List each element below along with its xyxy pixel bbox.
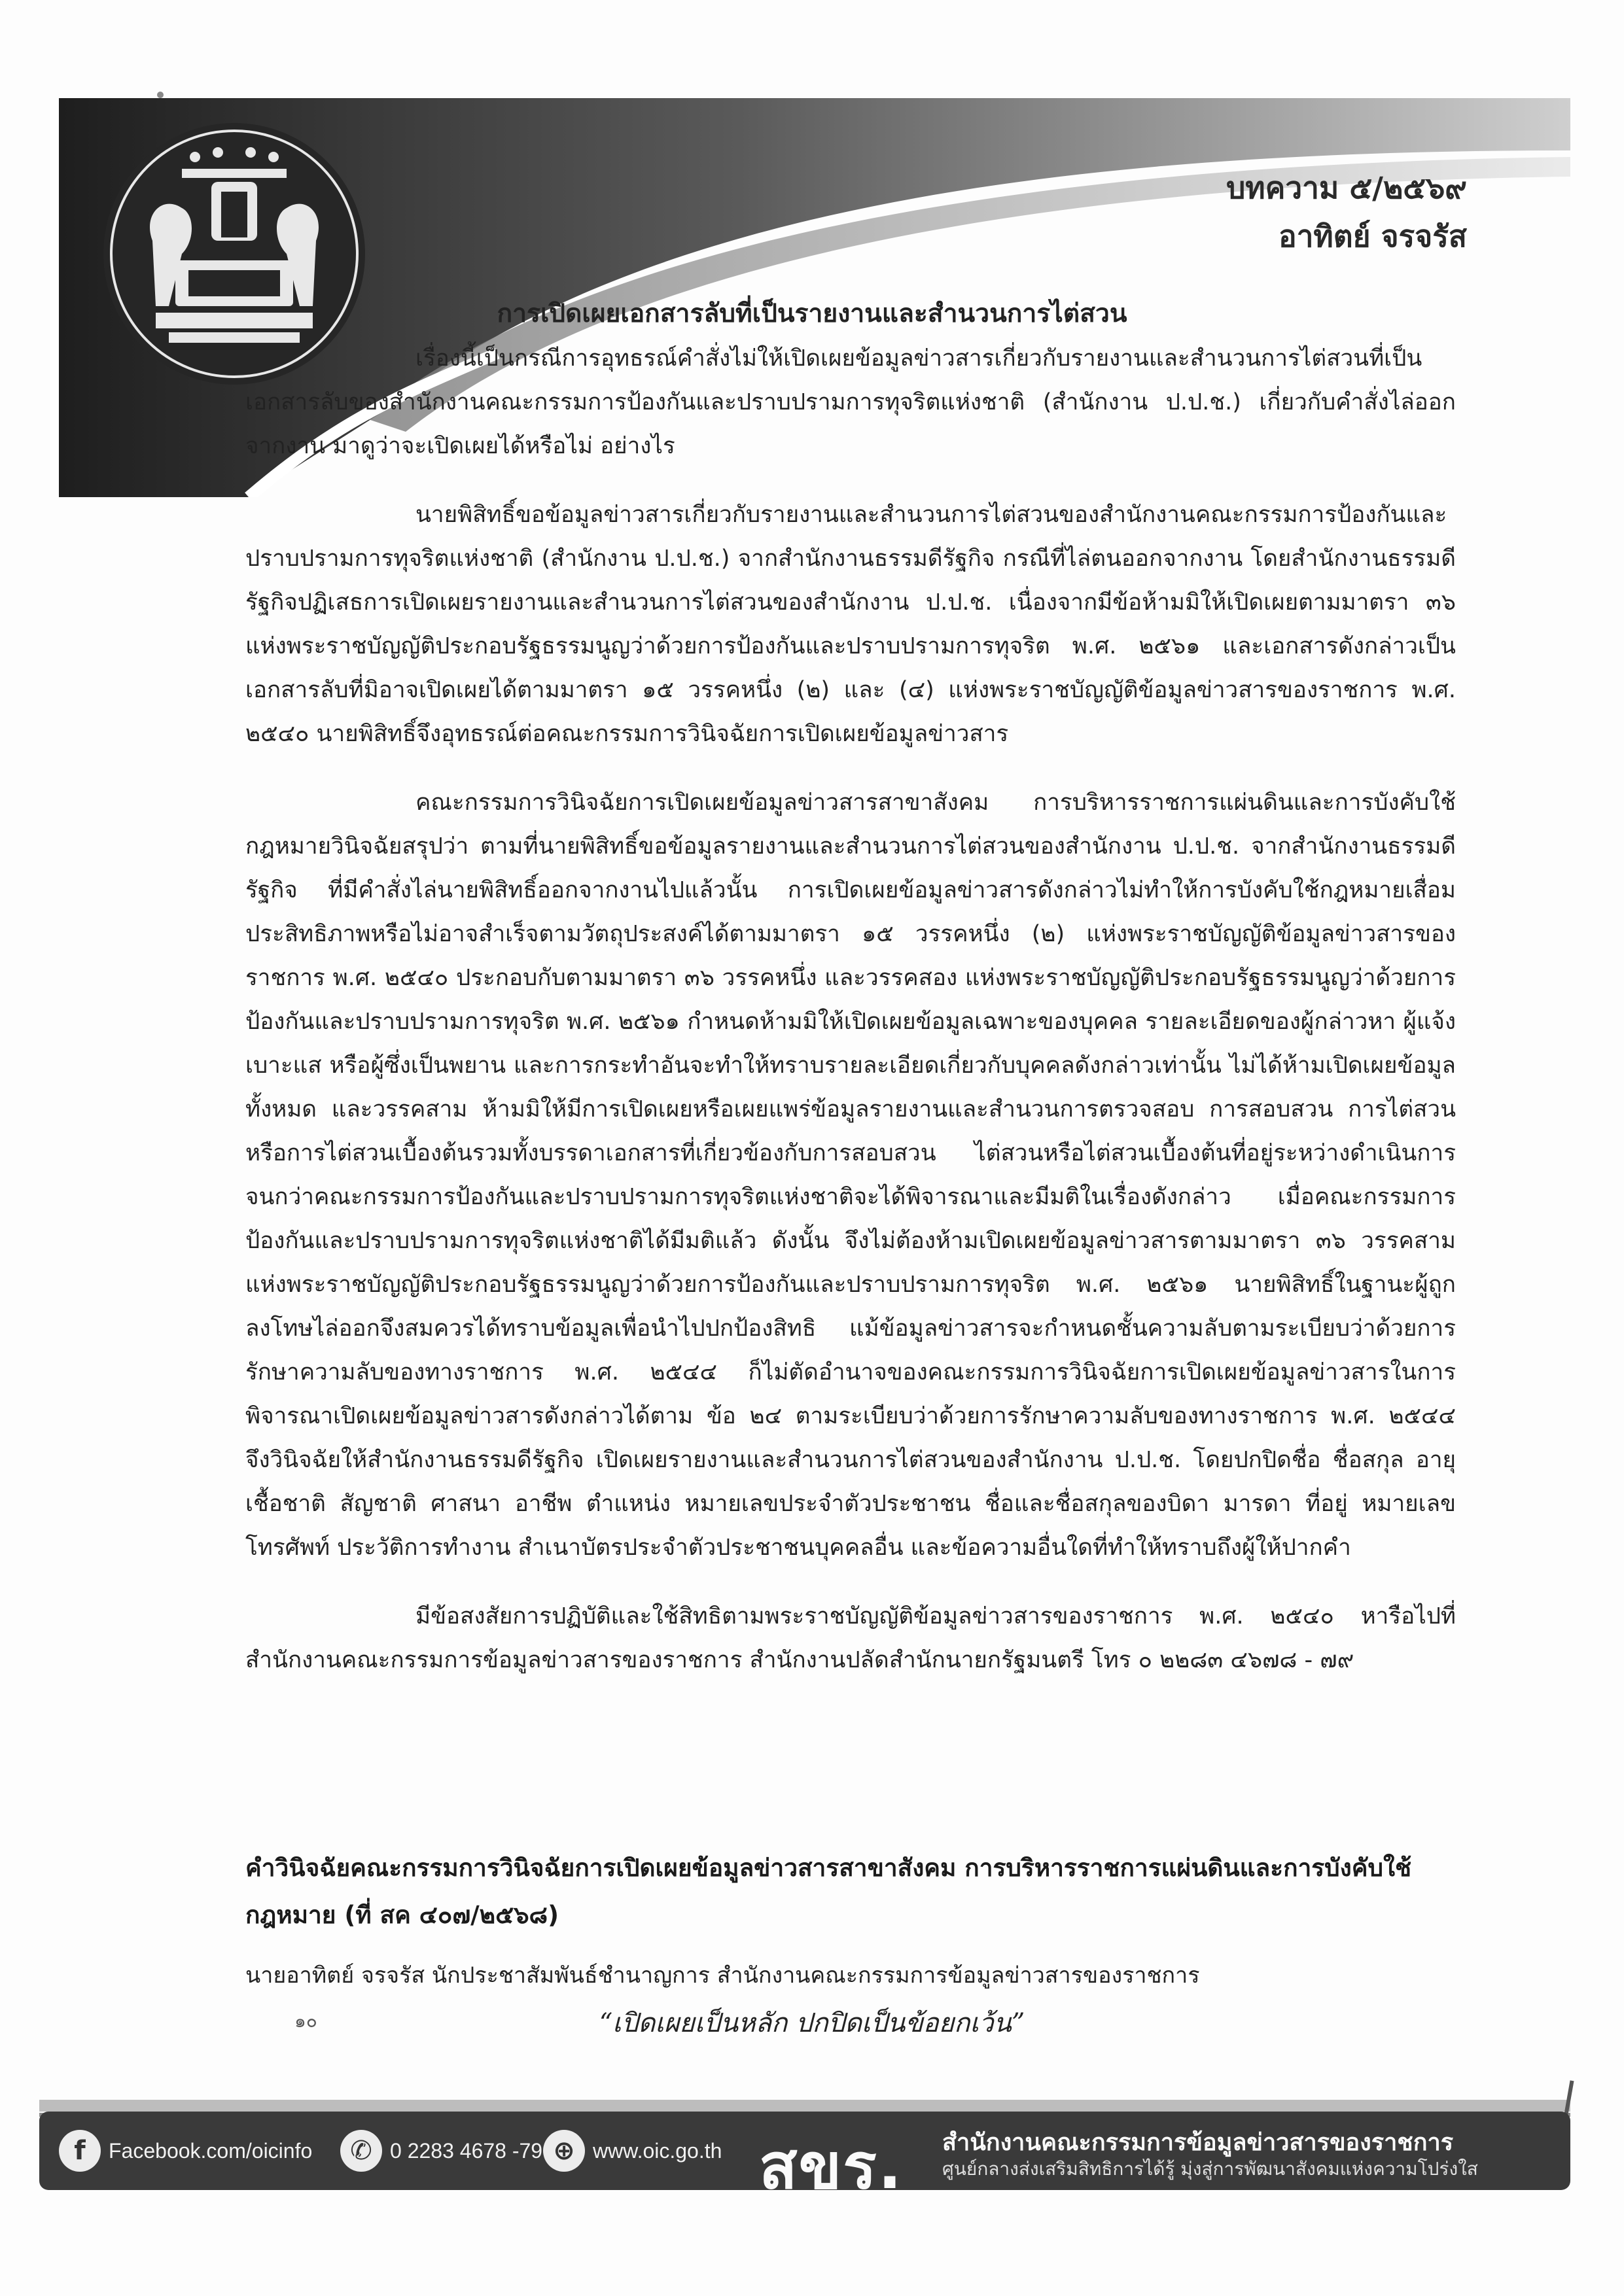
- footer-website[interactable]: [543, 2130, 722, 2172]
- article-title: การเปิดเผยเอกสารลับที่เป็นรายงานและสำนวนการไต่สวน: [497, 299, 1127, 328]
- paragraph-facts: นายพิสิทธิ์ขอข้อมูลข่าวสารเกี่ยวกับรายงานและสำนวนการไต่สวนของสำนักงานคณะกรรมการป้องกันและปราบปรามการทุจริตแห่งชาติ (สำนักงาน ป.ป.ช.) จากสำนักงานธรรมดีรัฐกิจ กรณีที่ไล่ตนออกจากงาน โดยสำนักงานธรรมดีรัฐกิจปฏิเสธการเปิดเผยรายงานและสำนวนการไต่สวนของสำนักงาน ป.ป.ช. เนื่องจากมีข้อห้ามมิให้เปิดเผยตามมาตรา ๓๖ แห่งพระราชบัญญัติประกอบรัฐธรรมนูญว่าด้วยการป้องกันและปราบปรามการทุจริต พ.ศ. ๒๕๖๑ และเอกสารดังกล่าวเป็นเอกสารลับที่มิอาจเปิดเผยได้ตามมาตรา ๑๕ วรรคหนึ่ง (๒) และ (๔) แห่งพระราชบัญญัติข้อมูลข่าวสารของราชการ พ.ศ. ๒๕๔๐ นายพิสิทธิ์จึงอุทธรณ์ต่อคณะกรรมการวินิจฉัยการเปิดเผยข้อมูลข่าวสาร: [245, 502, 1456, 747]
- oic-logo: สขร.: [759, 2130, 904, 2203]
- footer-phone[interactable]: [340, 2130, 542, 2172]
- phone-icon: ✆: [340, 2130, 382, 2172]
- footer-bar: [39, 2112, 1570, 2203]
- paragraph-intro: เรื่องนี้เป็นกรณีการอุทธรณ์คำสั่งไม่ให้เปิดเผยข้อมูลข่าวสารเกี่ยวกับรายงานและสำนวนการไต่สวนที่เป็นเอกสารลับของสำนักงานคณะกรรมการป้องกันและปราบปรามการทุจริตแห่งชาติ (สำนักงาน ป.ป.ช.) เกี่ยวกับคำสั่งไล่ออกจากงาน มาดูว่าจะเปิดเผยได้หรือไม่ อย่างไร: [245, 345, 1456, 459]
- org-tagline: ศูนย์กลางส่งเสริมสิทธิการได้รู้ มุ่งสู่การพัฒนาสังคมแห่งความโปร่งใส: [942, 2158, 1478, 2180]
- paragraph-decision: คณะกรรมการวินิจฉัยการเปิดเผยข้อมูลข่าวสารสาขาสังคม การบริหารราชการแผ่นดินและการบังคับใช้กฎหมายวินิจฉัยสรุปว่า ตามที่นายพิสิทธิ์ขอข้อมูลรายงานและสำนวนการไต่สวนของสำนักงาน ป.ป.ช. จากสำนักงานธรรมดีรัฐกิจ ที่มีคำสั่งไล่นายพิสิทธิ์ออกจากงานไปแล้วนั้น การเปิดเผยข้อมูลข่าวสารดังกล่าวไม่ทำให้การบังคับใช้กฎหมายเสื่อมประสิทธิภาพหรือไม่อาจสำเร็จตามวัตถุประสงค์ได้ตามมาตรา ๑๕ วรรคหนึ่ง (๒) แห่งพระราชบัญญัติข้อมูลข่าวสารของราชการ พ.ศ. ๒๕๔๐ ประกอบกับตามมาตรา ๓๖ วรรคหนึ่ง และวรรคสอง แห่งพระราชบัญญัติประกอบรัฐธรรมนูญว่าด้วยการป้องกันและปราบปรามการทุจริต พ.ศ. ๒๕๖๑ กำหนดห้ามมิให้เปิดเผยข้อมูลเฉพาะของบุคคล รายละเอียดของผู้กล่าวหา ผู้แจ้งเบาะแส หรือผู้ซึ่งเป็นพยาน และการกระทำอันจะทำให้ทราบรายละเอียดเกี่ยวกับบุคคลดังกล่าวเท่านั้น ไม่ได้ห้ามเปิดเผยข้อมูลทั้งหมด และวรรคสาม ห้ามมิให้มีการเปิดเผยหรือเผยแพร่ข้อมูลรายงานและสำนวนการตรวจสอบ การสอบสวน การไต่สวน หรือการไต่สวนเบื้องต้นรวมทั้งบรรดาเอกสารที่เกี่ยวข้องกับการสอบสวน ไต่สวนหรือไต่สวนเบื้องต้นที่อยู่ระหว่างดำเนินการ จนกว่าคณะกรรมการป้องกันและปราบปรามการทุจริตแห่งชาติจะได้พิจารณาและมีมติในเรื่องดังกล่าว เมื่อคณะกรรมการป้องกันและปราบปรามการทุจริตแห่งชาติได้มีมติแล้ว ดังนั้น จึงไม่ต้องห้ามเปิดเผยข้อมูลข่าวสารตามมาตรา ๓๖ วรรคสาม แห่งพระราชบัญญัติประกอบรัฐธรรมนูญว่าด้วยการป้องกันและปราบปรามการทุจริต พ.ศ. ๒๕๖๑ นายพิสิทธิ์ในฐานะผู้ถูกลงโทษไล่ออกจึงสมควรได้ทราบข้อมูลเพื่อนำไปปกป้องสิทธิ แม้ข้อมูลข่าวสารจะกำหนดชั้นความลับตามระเบียบว่าด้วยการรักษาความลับของทางราชการ พ.ศ. ๒๕๔๔ ก็ไม่ตัดอำนาจของคณะกรรมการวินิจฉัยการเปิดเผยข้อมูลข่าวสารในการพิจารณาเปิดเผยข้อมูลข่าวสารดังกล่าวได้ตาม ข้อ ๒๔ ตามระเบียบว่าด้วยการรักษาความลับของทางราชการ พ.ศ. ๒๕๔๔ จึงวินิจฉัยให้สำนักงานธรรมดีรัฐกิจ เปิดเผยรายงานและสำนวนการไต่สวนของสำนักงาน ป.ป.ช. โดยปกปิดชื่อ ชื่อสกุล อายุ เชื้อชาติ สัญชาติ ศาสนา อาชีพ ตำแหน่ง หมายเลขประจำตัวประชาชน ชื่อและชื่อสกุลของบิดา มารดา ที่อยู่ หมายเลขโทรศัพท์ ประวัติการทำงาน สำเนาบัตรประจำตัวประชาชนบุคคลอื่น และข้อความอื่นใดที่ทำให้ทราบถึงผู้ให้ปากคำ: [245, 790, 1456, 1561]
- motto-mark: ๑๐: [294, 2010, 317, 2032]
- paragraph-contact: มีข้อสงสัยการปฏิบัติและใช้สิทธิตามพระราชบัญญัติข้อมูลข่าวสารของราชการ พ.ศ. ๒๕๔๐ หารือไปที่ สำนักงานคณะกรรมการข้อมูลข่าวสารของราชการ สำนักงานปลัดสำนักนายกรัฐมนตรี โทร ๐ ๒๒๘๓ ๔๖๗๘ - ๗๙: [245, 1603, 1456, 1673]
- globe-icon: ⊕: [543, 2130, 585, 2172]
- article-meta: [1226, 164, 1467, 260]
- article-number: บทความ ๕/๒๕๖๙: [1226, 170, 1467, 205]
- scan-speck: [157, 92, 164, 98]
- footer-facebook[interactable]: [59, 2130, 312, 2172]
- motto: “เปิดเผยเป็นหลัก ปกปิดเป็นข้อยกเว้น”: [599, 2008, 1025, 2038]
- facebook-link[interactable]: Facebook.com/oicinfo: [109, 2138, 313, 2163]
- website-link[interactable]: www.oic.go.th: [593, 2138, 722, 2163]
- author-line: นายอาทิตย์ จรจรัส นักประชาสัมพันธ์ชำนาญการ สำนักงานคณะกรรมการข้อมูลข่าวสารของราชการ: [245, 1962, 1200, 1989]
- phone-number[interactable]: 0 2283 4678 -79: [390, 2138, 543, 2163]
- org-name: สำนักงานคณะกรรมการข้อมูลข่าวสารของราชการ: [942, 2129, 1454, 2156]
- article-body: [245, 337, 1456, 1714]
- facebook-icon: f: [59, 2130, 101, 2172]
- article-author: อาทิตย์ จรจรัส: [1278, 218, 1467, 254]
- ruling-reference: คำวินิจฉัยคณะกรรมการวินิจฉัยการเปิดเผยข้อมูลข่าวสารสาขาสังคม การบริหารราชการแผ่นดินและการบังคับใช้กฎหมาย (ที่ สค ๔๐๗/๒๕๖๘): [245, 1854, 1412, 1929]
